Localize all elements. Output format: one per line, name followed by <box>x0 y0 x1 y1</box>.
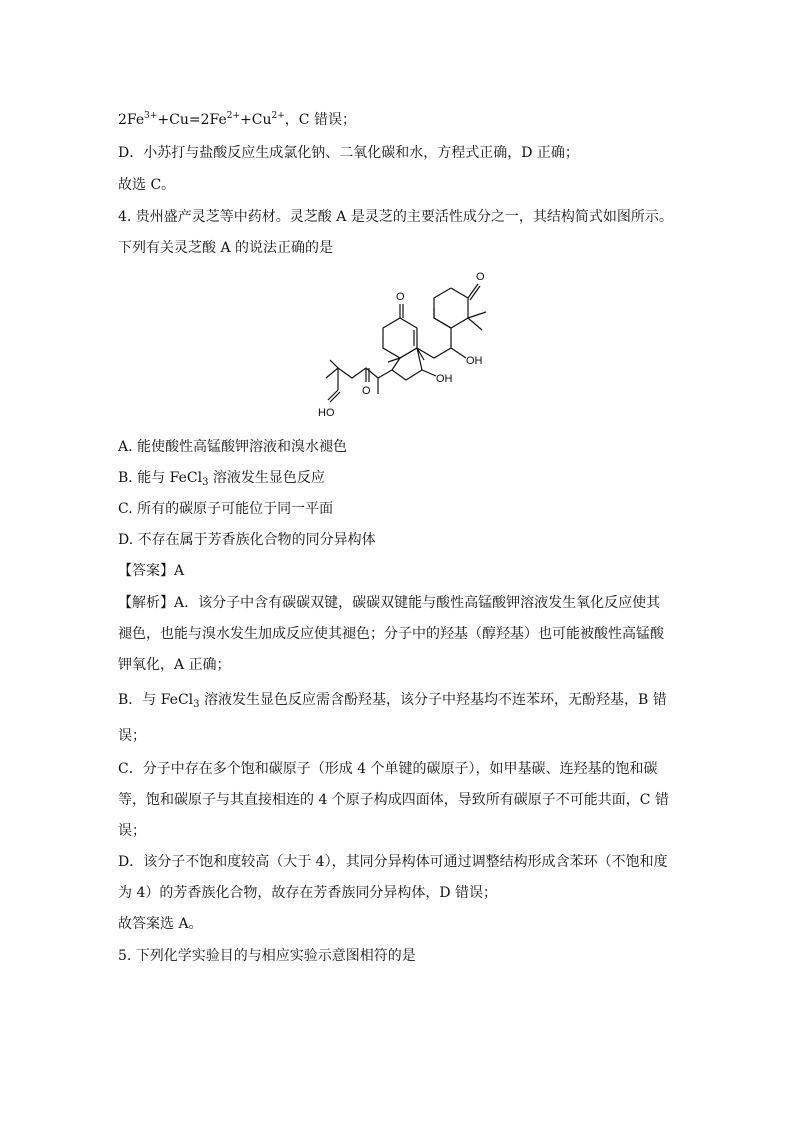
structure-svg <box>318 264 496 430</box>
c-equation-line <box>118 106 356 130</box>
analysis-label: 【解析】 <box>118 595 174 611</box>
ganoderic-acid-structure <box>318 264 496 430</box>
oh-bond-15 <box>422 370 436 376</box>
analysis-d-line-2: 为 4）的芳香族化合物，故存在芳香族同分异构体，D 错误； <box>118 885 498 901</box>
prev-analysis-d: D．小苏打与盐酸反应生成氯化钠、二氧化碳和水，方程式正确，D 正确； <box>118 145 579 161</box>
label-o-top: O <box>476 271 485 283</box>
ring-d <box>392 348 422 380</box>
gem-methyl-1 <box>468 312 486 318</box>
ring-a <box>434 288 468 328</box>
analysis-b1-post: 溶液发生显色反应需含酚羟基，该分子中羟基均不连苯环，无酚羟基，B 错 <box>199 692 667 708</box>
methyl-25 <box>330 360 338 368</box>
label-acid: HO <box>318 407 335 419</box>
ring-c <box>383 318 417 358</box>
analysis-a1: A．该分子中含有碳碳双键，碳碳双键能与酸性高锰酸钾溶液发生氧化反应使其 <box>174 595 661 611</box>
answer-value: A <box>174 563 185 579</box>
analysis-conclusion: 故答案选 A。 <box>118 916 203 932</box>
option-b-pre: B. 能与 FeCl <box>118 470 203 486</box>
analysis-b1-sub: 3 <box>193 699 200 710</box>
analysis-c-line-1: C．分子中存在多个饱和碳原子（形成 4 个单键的碳原子），如甲基碳、连羟基的饱和碳 <box>118 761 658 777</box>
option-d: D. 不存在属于芳香族化合物的同分异构体 <box>118 532 376 548</box>
question-4-stem-line-2: 下列有关灵芝酸 A 的说法正确的是 <box>118 240 334 256</box>
analysis-c-line-3: 误； <box>118 823 146 839</box>
question-4-stem-line-1: 4. 贵州盛产灵芝等中药材。灵芝酸 A 是灵芝的主要活性成分之一，其结构简式如图所示。 <box>118 209 673 225</box>
analysis-d-line-1: D．该分子不饱和度较高（大于 4），其同分异构体可通过调整结构形成含苯环（不饱和度 <box>118 854 668 870</box>
analysis-b-line-1 <box>118 690 667 715</box>
option-b <box>118 468 325 493</box>
prev-conclusion: 故选 C。 <box>118 177 176 193</box>
option-b-sub: 3 <box>202 477 209 488</box>
eq-text-3: +Cu <box>240 112 272 128</box>
option-c: C. 所有的碳原子可能位于同一平面 <box>118 501 334 517</box>
answer-label: 【答案】 <box>118 563 174 579</box>
analysis-b-line-2: 误； <box>118 728 146 744</box>
gem-methyl-2 <box>468 318 482 330</box>
ring-b <box>417 318 451 358</box>
option-a: A. 能使酸性高锰酸钾溶液和溴水褪色 <box>118 439 348 455</box>
analysis-a-line-3: 钾氧化，A 正确； <box>118 657 231 673</box>
eq-tail: ，C 错误； <box>284 112 356 128</box>
oh-bond-7 <box>451 348 466 358</box>
analysis-c-line-2: 等，饱和碳原子与其直接相连的 4 个原子构成四面体，导致所有碳原子不可能共面，C 错 <box>118 792 669 808</box>
eq-text-2: +Cu=2Fe <box>157 112 227 128</box>
label-o-ketone: O <box>362 385 371 397</box>
question-5-stem: 5. 下列化学实验目的与相应实验示意图相符的是 <box>118 948 416 964</box>
eq-sup-3: 2+ <box>271 111 285 121</box>
label-o-left: O <box>396 291 405 303</box>
analysis-b1-pre: B．与 FeCl <box>118 692 194 708</box>
analysis-a-line-1 <box>118 593 660 613</box>
eq-text-1: 2Fe <box>118 112 145 128</box>
option-b-post: 溶液发生显色反应 <box>208 470 325 486</box>
side-chain <box>326 368 392 378</box>
label-oh-1: OH <box>466 355 483 367</box>
analysis-a-line-2: 褪色，也能与溴水发生加成反应使其褪色；分子中的羟基（醇羟基）也可能被酸性高锰酸 <box>118 626 664 642</box>
label-oh-2: OH <box>436 373 453 385</box>
answer-line <box>118 561 184 581</box>
eq-sup-1: 3+ <box>144 111 158 121</box>
eq-sup-2: 2+ <box>226 111 241 121</box>
